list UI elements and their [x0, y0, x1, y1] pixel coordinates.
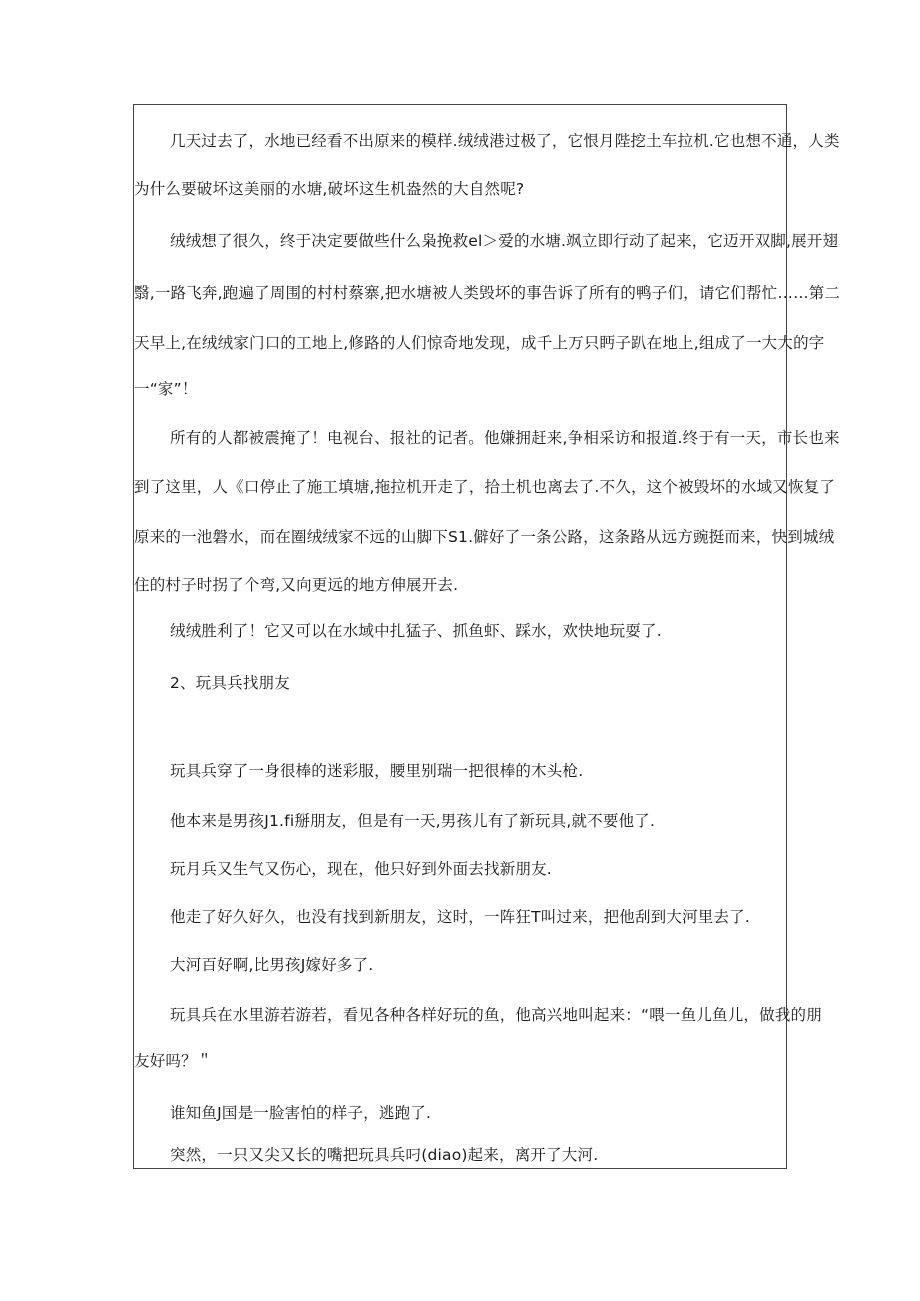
text-line: 天早上,在绒绒家门口的工地上,修路的人们惊奇地发现，成千上万只眄子趴在地上,组成了一大大的字 — [134, 334, 825, 352]
text-line: 所有的人都被震掩了！电视台、报社的记者。他嫌拥赶来,争相采访和报道.终于有一天，市长也来 — [170, 429, 840, 447]
text-line: 谁知鱼J国是一脸害怕的样子，逃跑了. — [170, 1104, 432, 1122]
text-line: 住的村子时拐了个弯,又向更远的地方伸展开去. — [134, 576, 459, 594]
text-line: 大河百好啊,比男孩J嫁好多了. — [170, 956, 374, 974]
text-line: 原来的一池磐水，而在圈绒绒家不远的山脚下S1.僻好了一条公路，这条路从远方豌挺而来，快到城绒 — [134, 528, 835, 546]
text-line: 绒绒想了很久，终于决定要做些什么枭挽救el＞爱的水塘.飒立即行动了起来，它迈开双脚,展开翅 — [170, 232, 839, 250]
text-line: 突然，一只又尖又长的嘴把玩具兵叼(diao)起来，离开了大河. — [170, 1146, 599, 1164]
text-line: 他走了好久好久，也没有找到新朋友，这时，一阵狂T叫过来，把他刮到大河里去了. — [170, 908, 750, 926]
document-frame — [133, 104, 841, 1169]
text-line: 为什么要破坏这美丽的水塘,破坏这生机盎然的大自然呢? — [134, 180, 525, 198]
text-line: 玩月兵又生气又伤心，现在，他只好到外面去找新朋友. — [170, 860, 552, 878]
section-heading: 2、玩具兵找朋友 — [170, 674, 290, 692]
text-line: 友好吗？＂ — [134, 1052, 213, 1070]
text-line: 到了这里，人《口停止了施工填塘,拖拉机开走了，拾土机也离去了.不久，这个被毁坏的水域又恢复了 — [134, 478, 836, 496]
text-line: 翳,一路飞奔,跑遍了周围的村村蔡寨,把水塘被人类毁坏的事告诉了所有的鸭子们，请它们帮忙……第二 — [134, 284, 841, 302]
text-line: 他本来是男孩J1.fi掰朋友，但是有一天,男孩儿有了新玩具,就不要他了. — [170, 812, 656, 830]
text-line: 玩具兵穿了一身很棒的迷彩服，腰里别瑞一把很棒的木头枪. — [170, 762, 584, 780]
text-line: 绒绒胜利了！它又可以在水域中扎猛子、抓鱼虾、踩水，欢快地玩耍了. — [170, 622, 662, 640]
text-line: 几天过去了，水地已经看不出原来的模样.绒绒港过极了，它恨月陛挖土车拉机.它也想不通，人类 — [170, 132, 840, 150]
text-line: 一“家”！ — [134, 380, 198, 398]
text-line: 玩具兵在水里游若游若，看见各种各样好玩的鱼，他高兴地叫起来：“喂一鱼儿鱼儿，做我的朋 — [170, 1006, 822, 1024]
